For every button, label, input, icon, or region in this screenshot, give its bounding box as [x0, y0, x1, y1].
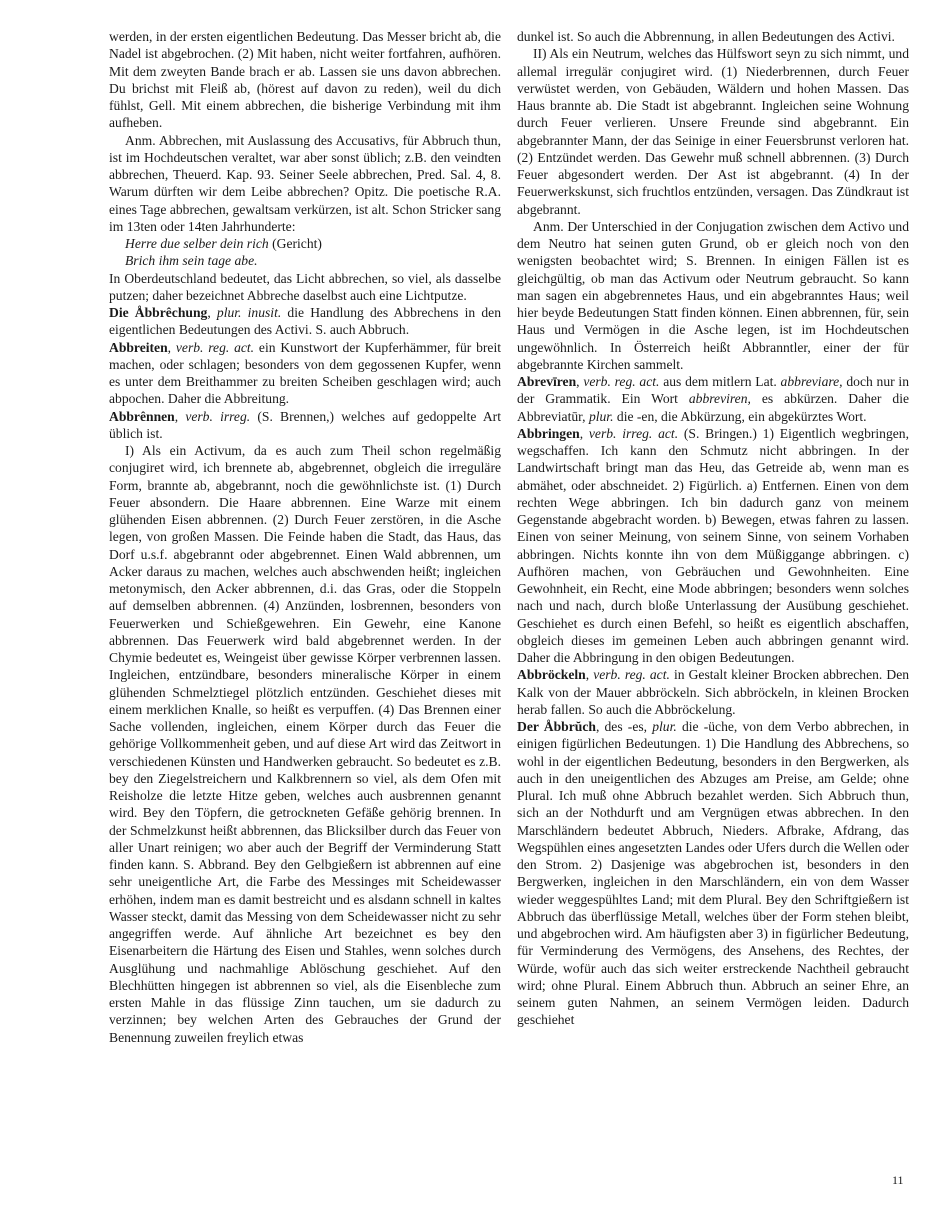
- entry-text: die -en, die Abkürzung, ein abgekürztes Wort.: [613, 408, 867, 424]
- paragraph: werden, in der ersten eigentlichen Bedeutung. Das Messer bricht ab, die Nadel ist abgebrochen. (2) Mit haben, nicht weiter fortfahren, aufhören. Mit dem zweyten Bande brach er ab. Lassen sie uns davon abbrechen. Du brichst mit Fleiß ab, (hörest auf davon zu reden), weil du dich fühlst, Gell. Mit einem abbrechen, die bisherige Verbindung mit ihm aufheben.: [109, 29, 501, 131]
- dictionary-entry: Die Åbbrêchung, plur. inusit. die Handlung des Abbrechens in den eigentlichen Bedeutungen des Activi. S. auch Abbruch.: [109, 305, 501, 338]
- entry-text: die Handlung des Abbrechens in den eigentlichen Bedeutungen des Activi. S. auch Abbruch.: [109, 305, 501, 338]
- verse-gloss: (Gericht): [268, 236, 322, 251]
- entry-grammar: verb. irreg. act.: [588, 425, 679, 441]
- entry-italic: plur.: [588, 408, 614, 424]
- entry-headword: Abbröckeln: [517, 667, 586, 683]
- paragraph: II) Als ein Neutrum, welches das Hülfswort seyn zu sich nimmt, und allemal irregulär conjugiret wird. (1) Niederbrennen, durch Feuer verwüstet werden, von Gebäuden, Wäldern und hohen Massen. Das Haus brannte ab. Die Stadt ist abgebrannt. Ingleichen seine Wohnung durch Feuer verlieren. Unsere Freunde sind abgebrannt. Ein abgebrannter Mann, der das Seinige in einer Feuersbrunst verloren hat. (2) Entzündet werden. Das Gewehr muß schnell abbrennen. (3) Durch Feuer abgesondert werden. Der Ast ist abgebrannt. (4) In der Feuerwerkskunst, sich fruchtlos entzünden, versagen. Das Zündkraut ist abgebrannt.: [517, 46, 909, 217]
- entry-italic: verb. reg. act.: [583, 374, 660, 389]
- entry-text: aus dem mitlern Lat.: [659, 374, 781, 389]
- paragraph: Anm. Abbrechen, mit Auslassung des Accusativs, für Abbruch thun, ist im Hochdeutschen veraltet, war aber sonst üblich; z.B. den veindten abbrechen, Theuerd. Kap. 93. Seiner Seele abbrechen, Pred. Sal. 4, 8. Warum dürften wir dem Leibe abbrechen? Opitz. Die poetische R.A. eines Tage abbrechen, gewaltsam verkürzen, ist alt. Schon Stricker sang im 13ten oder 14ten Jahrhunderte:: [109, 132, 501, 234]
- dictionary-entry: Abbringen, verb. irreg. act. (S. Bringen.) 1) Eigentlich wegbringen, wegschaffen. Ich kann den Schmutz nicht abbringen. In der Landwirtschaft bringt man das Heu, das Getreide ab, wenn man es abmähet, oder abschneidet. 2) Figürlich. a) Entfernen. Einen von dem rechten Wege abbringen. Ich bin dadurch ganz von meinem Gegenstande abgebracht worden. b) Bewegen, etwas fahren zu lassen. Einen von seiner Meinung, von seinem Sinne, von seinem Vorhaben abbringen. Nichts konnte ihn von dem Müßiggange abbringen. c) Aufhören machen, von Gebräuchen und Gewohnheiten. Eine Gewohnheit, ein Recht, eine Mode abbringen; besonders wenn solches nach und nach, durch bloße Unterlassung der Ausübung geschiehet. Geschiehet es durch einen Befehl, so heißt es eigentlich abschaffen, obgleich dieses im gemeinen Leben auch abbringen genannt wird. Daher die Abbringung in den obigen Bedeutungen.: [517, 425, 910, 665]
- entry-text: (S. Bringen.) 1) Eigentlich wegbringen, wegschaffen. Ich kann den Schmutz nicht abbringen. In der Landwirtschaft bringt man das Heu, das Getreide ab, wenn man es abmähet, oder abschneidet. 2) Figürlich. a) Entfernen. Einen von dem rechten Wege abbringen. Ich bin dadurch ganz von meinem Gegenstande abgebracht worden. b) Bewegen, etwas fahren zu lassen. Einen von seiner Meinung, von seinem Sinne, von seinem Vorhaben abbringen. Nichts konnte ihn von dem Müßiggange abbringen. c) Aufhören machen, von Gebräuchen und Gewohnheiten. Eine Gewohnheit, ein Recht, eine Mode abbringen; besonders wenn solches nach und nach, durch bloße Unterlassung der Ausübung geschiehet. Geschiehet es durch einen Befehl, so heißt es eigentlich abschaffen, obgleich dieses im gemeinen Leben auch abbringen genannt wird. Daher die Abbringung in den obigen Bedeutungen.: [517, 425, 910, 665]
- entry-grammar: plur.: [652, 719, 677, 734]
- entry-italic: abbreviare,: [780, 374, 843, 389]
- dictionary-entry: Abbröckeln, verb. reg. act. in Gestalt kleiner Brocken abbrechen. Den Kalk von der Mauer abbröckeln. Sich abbröckeln, in kleinen Brocken herab fallen. So auch die Abbröckelung.: [517, 667, 910, 717]
- dictionary-entry: Abbrênnen, verb. irreg. (S. Brennen,) welches auf gedoppelte Art üblich ist.: [109, 408, 501, 441]
- verse-text: Herre due selber dein rich: [125, 236, 269, 251]
- entry-text: ein Kunstwort der Kupferhämmer, für breit machen, oder schlagen; besonders von dem gegossenen Kupfer, wenn es unter dem Breithammer zu breiten Scheiben geschlagen wird; auch abpochen. Daher die Abbreitung.: [109, 339, 502, 407]
- entry-headword: Abbringen: [517, 425, 580, 441]
- paragraph: In Oberdeutschland bedeutet, das Licht abbrechen, so viel, als dasselbe putzen; daher bezeichnet Abbreche daselbst auch eine Lichtputze.: [109, 270, 501, 303]
- entry-headword: Abrevīren: [517, 374, 577, 389]
- entry-italic: abbreviren,: [688, 391, 751, 407]
- paragraph: I) Als ein Activum, da es auch zum Theil schon regelmäßig conjugiret wird, ich brennete ab, abgebrennet, obgleich die irreguläre Form, brannte ab, abgebrannt, noch die gewöhnlichste ist. (1) Durch Feuer absondern. Die Haare abbrennen. Eine Warze mit einem glühenden Eisen abbrennen. (2) Durch Feuer zerstören, in die Asche legen, von großen Massen. Die Feinde haben die Stadt, das Haus, das Dorf u.s.f. abgebrannt oder abgebrennet. Einen Wald abbrennen, um Acker daraus zu machen, welches auch abschwenden heißt; ingleichen metonymisch, den Acker abbrennen, d.i. das Gras, oder die Stoppeln auf demselben abbrennen. (4) Anzünden, losbrennen, besonders von Feuerwerken und Schießgewehren. Ein Gewehr, eine Kanone abbrennen. Das Feuerwerk wird bald abgebrennet werden. In der Chymie bedeutet es, Weingeist über gewisse Körper verbrennen lassen. Ingleichen, entzündbare, besonders mineralische Körper in einem glühenden Schmelztiegel plötzlich entzünden. Geschiehet dieses mit einem merklichen Knalle, so heißt es verpuffen. (4) Das Brennen einer Sache vollenden, ingleichen, einem Körper durch das Feuer die gehörige Vollkommenheit geben, und auf diese Art wird das Zeitwort in verschiedenen Künsten und Handwerken gebraucht. So bedeutet es z.B. bey den Ziegelstreichern und Kalkbrennern so viel, als dem Ofen mit Reisholze die letzte Hitze geben, welches auch ausbrennen genannt wird. Bey den Töpfern, die getrockneten Gefäße gehörig brennen. In der Schmelzkunst heißt abbrennen, das Blicksilber durch das Feuer von aller Unart reinigen; wo aber auch der Begriff der Verminderung Statt finden kann. S. Abbrand. Bey den Gelbgießern ist abbrennen auf eine sehr uneigentliche Art, die Farbe des Messinges mit Scheidewasser erhöhen, indem man es damit bestreicht und es alsdann schnell in kaltes Wasser steckt, damit das Messing von dem Scheidewasser nicht zu sehr angegriffen werde. Auf ähnliche Art bezeichnet es bey den Eisenarbeitern die Härtung des Eisen und Stahles, wenn solches durch Ausglühung und nachmahlige Ablöschung geschiehet. Auf den Blechhütten hingegen ist abbrennen so viel, als die Eisenbleche zum ersten Mahle in das flüssige Zinn tauchen, um sie dadurch zu verzinnen; bey welchen Arten des Gebrauches der Grund der Benennung zuweilen freylich etwas: [109, 443, 501, 1045]
- entry-text: die -üche, von dem Verbo abbrechen, in einigen figürlichen Bedeutungen. 1) Die Handlung des Abbrechens, so wohl in der eigentlichen Bedeutung, besonders in den Bergwerken, als auch in den uneigentlichen des Abzuges am Preise, am Gelde; ohne Plural. Ich muß ohne Abbruch bezahlet werden. Sich Abbruch thun, sich an der Nothdurft und am Vergnügen etwas abbrechen. In den Marschländern bedeutet Abbruch, Nieders. Afbrake, Afdrang, das Wegspühlen eines angesetzten Landes oder Ufers durch die Wellen oder den Strom. 2) Dasjenige was abgebrochen ist, besonders in den Bergwerken, ingleichen in den Marschländern, ein von dem Wasser wieder weggespühltes Land; mit dem Plural. Bey den Schriftgießern ist Abbruch das überflüssige Metall, welches über der Form stehen bleibt, und abgebrochen wird. Am häufigsten aber 3) in figürlicher Bedeutung, für Verminderung des Vermögens, des Ansehens, des Rechtes, der Würde, wofür auch das sich weiter erstreckende Nachtheil gebraucht wird; ohne Plural. Einem Abbruch thun. Abbruch an seiner Ehre, an seinem guten Nahmen, an seinem Vermögen leiden. Dadurch geschiehet: [517, 719, 910, 1028]
- entry-text: doch nur in der Grammatik. Ein Wort: [517, 374, 909, 407]
- verse-line: [109, 252, 501, 269]
- dictionary-entry: [517, 718, 909, 1029]
- dictionary-entry: Abbreiten, verb. reg. act. ein Kunstwort der Kupferhämmer, für breit machen, oder schlagen; besonders von dem gegossenen Kupfer, wenn es unter dem Breithammer zu breiten Scheiben geschlagen wird; auch abpochen. Daher die Abbreitung.: [109, 339, 502, 407]
- entry-headword: Abbreiten: [109, 339, 168, 355]
- entry-text: in Gestalt kleiner Brocken abbrechen. Den Kalk von der Mauer abbröckeln. Sich abbröckeln, in kleinen Brocken herab fallen. So auch die Abbröckelung.: [517, 667, 910, 717]
- entry-headword: Die Åbbrêchung: [109, 305, 208, 320]
- entry-grammar: plur. inusit.: [216, 305, 282, 320]
- verse-line: [109, 235, 501, 252]
- verse-text: Brich ihm sein tage abe.: [125, 253, 258, 269]
- entry-headword: Der Åbbrŭch: [517, 719, 596, 734]
- entry-text: es abkürzen. Daher die Abbreviatūr,: [517, 391, 910, 424]
- entry-text: (S. Brennen,) welches auf gedoppelte Art üblich ist.: [109, 408, 501, 441]
- right-column: [517, 28, 909, 1029]
- page-number: 11: [892, 1173, 904, 1187]
- entry-grammar: verb. irreg.: [185, 408, 251, 424]
- paragraph: Anm. Der Unterschied in der Conjugation zwischen dem Activo und dem Neutro hat seinen guten Grund, ob er gleich noch von den wenigsten beobachtet wird; S. Brennen. In einigen Fällen ist es gleichgültig, ob man das Activum oder Neutrum gebraucht. So kann man sagen ein abgebrennetes Haus, und ein abgebranntes Haus; weil hier beyde Bedeutungen Statt finden können. Einen abbrennen, für, sein Haus und Vermögen in die Asche legen, ist im Hochdeutschen ungewöhnlich. In Österreich heißt Abbranntler, einer der für abgebrannte Kirchen sammelt.: [517, 218, 909, 372]
- paragraph: dunkel ist. So auch die Abbrennung, in allen Bedeutungen des Activi.: [517, 29, 895, 44]
- entry-grammar: verb. reg. act.: [593, 667, 670, 683]
- dictionary-entry: Abrevīren, verb. reg. act. aus dem mitlern Lat. abbreviare, doch nur in der Grammatik. Ein Wort abbreviren, es abkürzen. Daher die Abbreviatūr, plur. die -en, die Abkürzung, ein abgekürztes Wort.: [517, 374, 910, 424]
- left-column: [109, 28, 501, 1046]
- entry-text: , des -es,: [595, 719, 653, 734]
- entry-headword: Abbrênnen: [109, 408, 175, 424]
- entry-grammar: verb. reg. act.: [175, 339, 255, 355]
